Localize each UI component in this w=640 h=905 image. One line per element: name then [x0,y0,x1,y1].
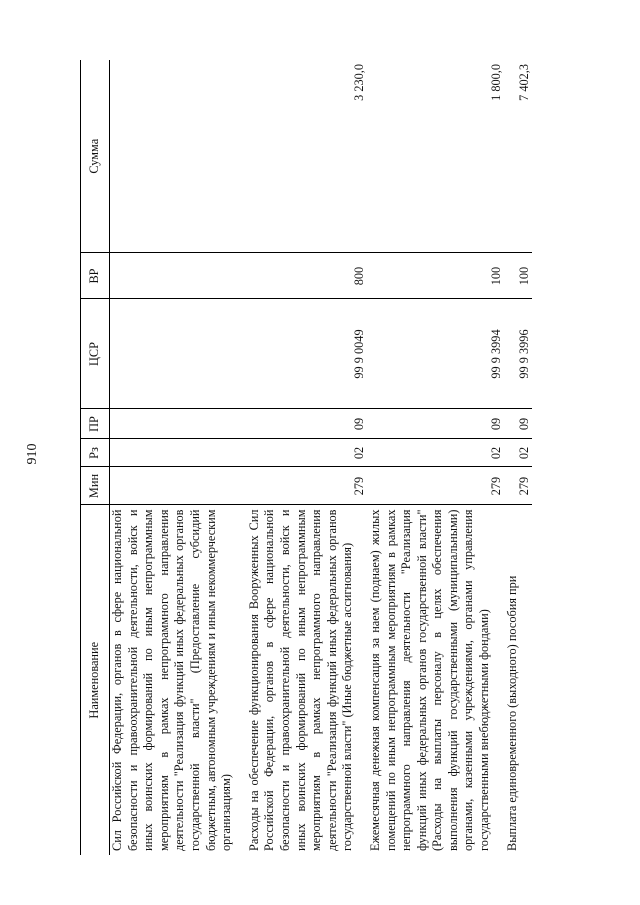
rotated-page-content [80,60,610,855]
budget-table [80,60,532,855]
row-min [110,467,247,505]
row-min: 279 [505,467,533,505]
row-pr: 09 [505,409,533,439]
row-vr: 100 [505,253,533,299]
row-csr [110,299,247,409]
header-csr: ЦСР [81,299,110,409]
header-sum: Сумма [81,60,110,253]
row-pr: 09 [368,409,505,439]
row-vr: 800 [247,253,368,299]
table-header-row [81,60,110,855]
header-min: Мин [81,467,110,505]
row-name: Сил Российской Федерации, органов в сфере национальной безопасности и правоохранительной деятельности, войск и иных воинских формирований по иным непрограммным мероприятиям в рамках непрограммного направления деятельности "Реализация функций иных федеральных органов государственной власти" (Предоставление субсидий бюджетным, автономным учреждениям и иным некоммерческим организациям) [110,509,234,851]
row-pr: 09 [247,409,368,439]
row-pr [110,409,247,439]
header-rz: Рз [81,439,110,467]
row-name: Ежемесячная денежная компенсация за наем (поднаем) жилых помещений по иным непрограммным мероприятиям в рамках непрограммного направления деятельности "Реализация функций иных федеральных органов государственной власти" (Расходы на выплаты персоналу в целях обеспечения выполнения функций государственными (муниципальными) органами, казенными учреждениями, органами управления государственными внебюджетными фондами) [367,509,492,851]
row-name: Расходы на обеспечение функционирования Вооруженных Сил Российской Федерации, органов в сфере национальной безопасности и правоохранительной деятельности, войск и иных воинских формирований по иным непрограммным мероприятиям в рамках непрограммного направления деятельности "Реализация функций иных федеральных органов государственной власти" (Иные бюджетные ассигнования) [246,509,355,851]
row-sum: 3 230,0 [247,60,368,253]
table-row [247,60,368,855]
table-row [368,60,505,855]
header-name: Наименование [81,505,110,855]
row-name: Выплата единовременного (выходного) пособия при [504,575,519,851]
header-pr: ПР [81,409,110,439]
row-csr: 99 9 3994 [368,299,505,409]
table-row [505,60,533,855]
row-rz: 02 [368,439,505,467]
row-rz [110,439,247,467]
row-sum [110,60,247,253]
page-number: 910 [25,443,40,465]
row-min: 279 [368,467,505,505]
table-row [110,60,247,855]
row-min: 279 [247,467,368,505]
row-vr [110,253,247,299]
row-sum: 1 800,0 [368,60,505,253]
row-rz: 02 [505,439,533,467]
row-csr: 99 9 0049 [247,299,368,409]
row-rz: 02 [247,439,368,467]
row-vr: 100 [368,253,505,299]
header-vr: ВР [81,253,110,299]
row-sum: 7 402,3 [505,60,533,253]
row-csr: 99 9 3996 [505,299,533,409]
